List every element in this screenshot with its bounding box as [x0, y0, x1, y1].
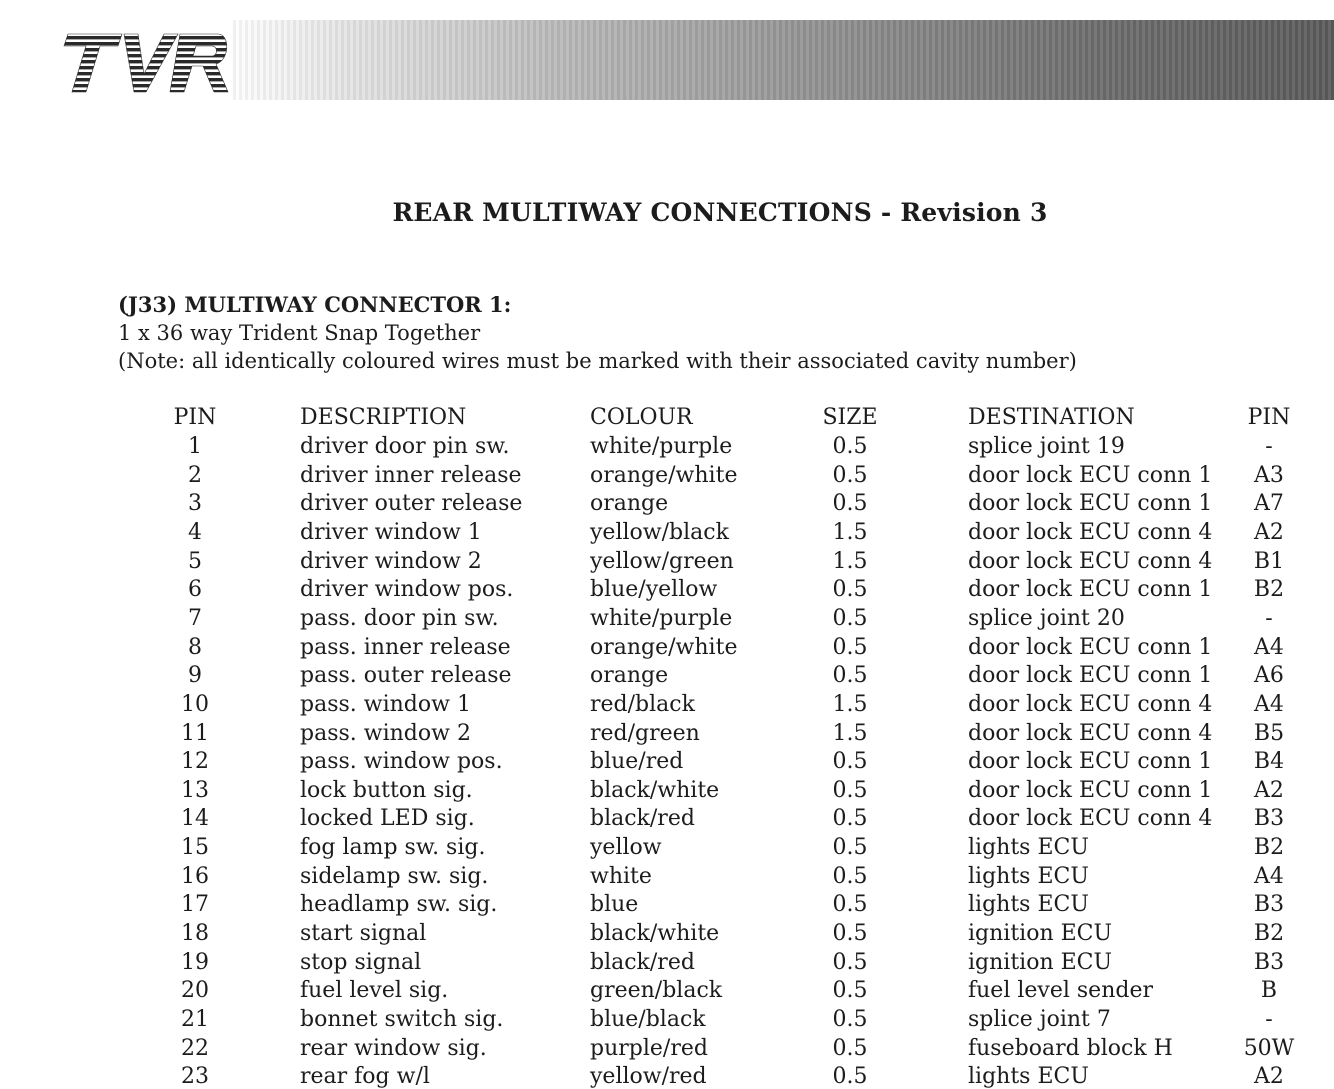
cell-pin: 7: [188, 605, 202, 631]
cell-description: pass. outer release: [300, 663, 512, 689]
cell-size: 0.5: [832, 892, 868, 918]
header-dest-pin: PIN: [1247, 405, 1291, 430]
cell-pin: 21: [181, 1007, 209, 1032]
cell-dest-pin: B5: [1253, 720, 1285, 746]
cell-description: pass. window 2: [300, 720, 471, 746]
cell-colour: red/green: [590, 720, 700, 746]
cell-pin: 3: [188, 491, 202, 517]
cell-description: driver door pin sw.: [300, 434, 510, 459]
cell-colour: red/black: [590, 691, 695, 717]
cell-colour: black/white: [590, 921, 720, 947]
cell-description: driver window 1: [300, 519, 482, 545]
cell-description: lock button sig.: [300, 777, 473, 803]
cell-colour: orange/white: [590, 462, 738, 488]
cell-dest-pin: A2: [1254, 1064, 1284, 1089]
cell-dest-pin: -: [1265, 605, 1273, 631]
cell-dest-pin: B3: [1253, 892, 1285, 918]
cell-description: pass. window 1: [300, 691, 471, 717]
cell-pin: 23: [181, 1064, 209, 1089]
cell-pin: 13: [181, 777, 209, 803]
cell-size: 1.5: [832, 720, 868, 746]
cell-description: pass. inner release: [300, 634, 511, 660]
cell-dest-pin: B1: [1253, 548, 1285, 574]
cell-colour: white/purple: [590, 605, 733, 631]
cell-dest-pin: A2: [1254, 519, 1284, 545]
header-description: DESCRIPTION: [300, 405, 467, 430]
cell-description: pass. door pin sw.: [300, 605, 499, 631]
cell-pin: 8: [188, 634, 202, 660]
cell-size: 0.5: [832, 1064, 868, 1089]
cell-dest-pin: B3: [1253, 806, 1285, 832]
cell-description: headlamp sw. sig.: [300, 892, 498, 918]
cell-pin: 5: [188, 548, 202, 574]
cell-pin: 22: [181, 1035, 209, 1061]
cell-dest-pin: A4: [1254, 691, 1284, 717]
cell-pin: 2: [188, 462, 202, 488]
cell-pin: 12: [181, 749, 209, 775]
header-pin: PIN: [173, 405, 217, 430]
cell-size: 0.5: [832, 777, 868, 803]
cell-colour: blue/red: [590, 749, 684, 775]
cell-destination: fuel level sender: [968, 978, 1153, 1004]
cell-destination: splice joint 20: [968, 605, 1125, 631]
cell-pin: 10: [181, 691, 209, 717]
cell-colour: blue/yellow: [590, 577, 718, 603]
cell-pin: 17: [181, 892, 209, 918]
cell-pin: 18: [181, 921, 209, 947]
cell-destination: door lock ECU conn 4: [968, 519, 1213, 545]
cell-pin: 14: [181, 806, 209, 832]
cell-dest-pin: 50W: [1243, 1035, 1295, 1061]
cell-destination: splice joint 19: [968, 434, 1125, 459]
cell-pin: 19: [181, 949, 209, 975]
cell-description: stop signal: [300, 949, 422, 975]
cell-destination: door lock ECU conn 1: [968, 634, 1213, 660]
cell-pin: 6: [188, 577, 202, 603]
cell-destination: door lock ECU conn 1: [968, 491, 1213, 517]
cell-description: fuel level sig.: [300, 978, 449, 1004]
cell-size: 0.5: [832, 949, 868, 975]
cell-size: 0.5: [832, 434, 868, 459]
cell-size: 1.5: [832, 548, 868, 574]
header-destination: DESTINATION: [968, 405, 1135, 430]
cell-destination: ignition ECU: [968, 921, 1113, 947]
cell-colour: orange/white: [590, 634, 738, 660]
cell-pin: 4: [188, 519, 202, 545]
cell-colour: orange: [590, 663, 669, 689]
cell-colour: yellow/black: [590, 519, 729, 545]
cell-description: driver outer release: [300, 491, 523, 517]
cell-pin: 1: [188, 434, 202, 459]
header-size: SIZE: [822, 405, 878, 430]
tvr-logo: [60, 30, 230, 96]
cell-size: 0.5: [832, 634, 868, 660]
cell-destination: door lock ECU conn 4: [968, 720, 1213, 746]
cell-colour: blue: [590, 892, 639, 918]
cell-destination: ignition ECU: [968, 949, 1113, 975]
cell-pin: 11: [181, 720, 209, 746]
cell-size: 0.5: [832, 863, 868, 889]
cell-size: 0.5: [832, 663, 868, 689]
cell-dest-pin: B2: [1253, 921, 1285, 947]
cell-description: start signal: [300, 921, 427, 947]
cell-dest-pin: A4: [1254, 634, 1284, 660]
cell-colour: black/white: [590, 777, 720, 803]
cell-pin: 16: [181, 863, 209, 889]
cell-pin: 15: [181, 835, 209, 861]
connector-heading: (J33) MULTIWAY CONNECTOR 1:: [118, 292, 512, 317]
cell-size: 0.5: [832, 605, 868, 631]
cell-colour: green/black: [590, 978, 723, 1004]
cell-size: 0.5: [832, 835, 868, 861]
cell-size: 1.5: [832, 519, 868, 545]
cell-dest-pin: -: [1265, 434, 1273, 459]
cell-description: locked LED sig.: [300, 806, 475, 832]
cell-destination: lights ECU: [968, 835, 1089, 861]
cell-colour: black/red: [590, 806, 695, 832]
cell-description: driver window 2: [300, 548, 482, 574]
cell-size: 0.5: [832, 1007, 868, 1032]
cell-colour: yellow/green: [590, 548, 734, 574]
cell-description: rear window sig.: [300, 1035, 487, 1061]
page-title: REAR MULTIWAY CONNECTIONS - Revision 3: [392, 198, 1048, 227]
cell-destination: fuseboard block H: [968, 1035, 1173, 1061]
cell-dest-pin: B2: [1253, 577, 1285, 603]
cell-colour: orange: [590, 491, 669, 517]
cell-colour: yellow: [590, 835, 662, 861]
wiring-note: (Note: all identically coloured wires must be marked with their associated cavity number): [118, 349, 1077, 373]
cell-size: 0.5: [832, 577, 868, 603]
cell-colour: black/red: [590, 949, 695, 975]
cell-colour: white: [590, 863, 652, 889]
cell-destination: door lock ECU conn 1: [968, 663, 1213, 689]
cell-colour: blue/black: [590, 1007, 706, 1032]
cell-destination: lights ECU: [968, 1064, 1089, 1089]
cell-size: 0.5: [832, 491, 868, 517]
cell-destination: splice joint 7: [968, 1007, 1111, 1032]
cell-dest-pin: A6: [1254, 663, 1284, 689]
cell-size: 0.5: [832, 806, 868, 832]
cell-colour: white/purple: [590, 434, 733, 459]
header-colour: COLOUR: [590, 405, 693, 430]
cell-description: fog lamp sw. sig.: [300, 835, 486, 861]
cell-destination: door lock ECU conn 4: [968, 806, 1213, 832]
cell-size: 0.5: [832, 978, 868, 1004]
header-banner: [230, 20, 1334, 100]
cell-pin: 20: [181, 978, 209, 1004]
cell-dest-pin: B4: [1253, 749, 1285, 775]
cell-pin: 9: [188, 663, 202, 689]
cell-description: driver inner release: [300, 462, 522, 488]
cell-destination: lights ECU: [968, 892, 1089, 918]
cell-dest-pin: A2: [1254, 777, 1284, 803]
cell-description: pass. window pos.: [300, 749, 503, 775]
cell-destination: door lock ECU conn 4: [968, 548, 1213, 574]
cell-destination: door lock ECU conn 4: [968, 691, 1213, 717]
cell-destination: door lock ECU conn 1: [968, 777, 1213, 803]
cell-destination: door lock ECU conn 1: [968, 462, 1213, 488]
cell-dest-pin: A4: [1254, 863, 1284, 889]
cell-size: 0.5: [832, 462, 868, 488]
cell-size: 0.5: [832, 921, 868, 947]
cell-colour: yellow/red: [590, 1064, 707, 1089]
cell-size: 1.5: [832, 691, 868, 717]
cell-size: 0.5: [832, 749, 868, 775]
connector-type: 1 x 36 way Trident Snap Together: [118, 321, 481, 345]
cell-dest-pin: -: [1265, 1007, 1273, 1032]
cell-dest-pin: B2: [1253, 835, 1285, 861]
cell-description: driver window pos.: [300, 577, 514, 603]
cell-dest-pin: A3: [1254, 462, 1284, 488]
cell-dest-pin: A7: [1254, 491, 1284, 517]
cell-destination: lights ECU: [968, 863, 1089, 889]
cell-description: sidelamp sw. sig.: [300, 863, 489, 889]
cell-description: bonnet switch sig.: [300, 1007, 504, 1032]
cell-destination: door lock ECU conn 1: [968, 577, 1213, 603]
cell-size: 0.5: [832, 1035, 868, 1061]
cell-description: rear fog w/l: [300, 1064, 430, 1089]
cell-dest-pin: B3: [1253, 949, 1285, 975]
cell-colour: purple/red: [590, 1035, 708, 1061]
cell-destination: door lock ECU conn 1: [968, 749, 1213, 775]
cell-dest-pin: B: [1260, 978, 1278, 1004]
